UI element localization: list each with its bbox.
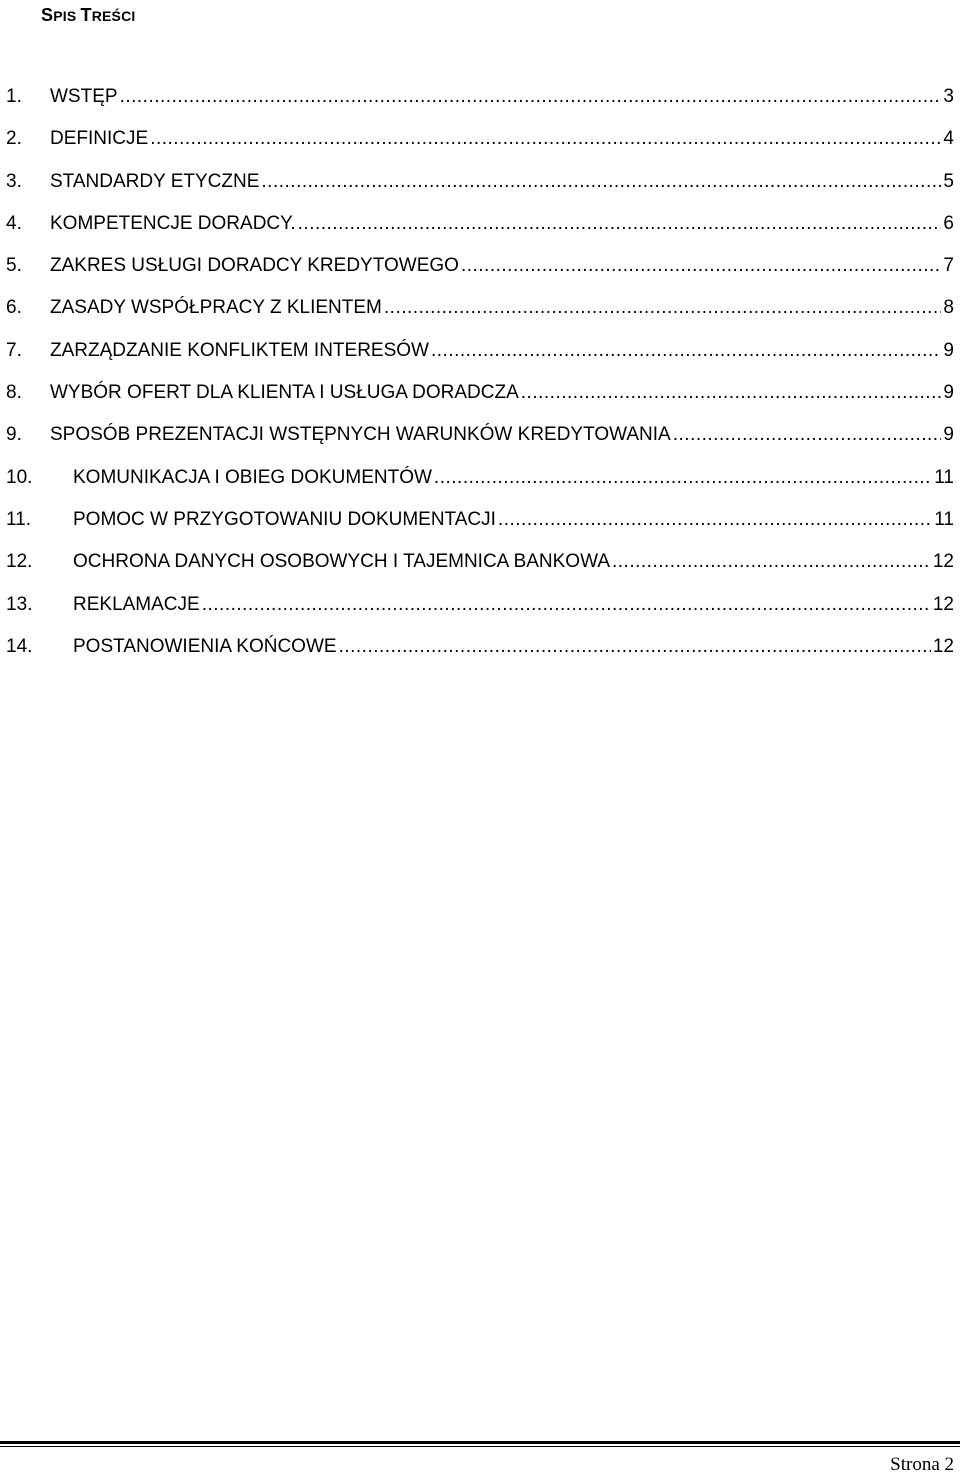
toc-entry-page: 9 (943, 424, 954, 446)
toc-entry-number: 3. (6, 170, 22, 192)
toc-heading-first-letter: S (41, 5, 54, 25)
toc-entry-page: 12 (932, 551, 954, 573)
toc-entry-number: 4. (6, 212, 22, 234)
toc-entry-number: 7. (6, 339, 22, 361)
toc-entry-5[interactable] (6, 245, 954, 287)
toc-entry-number: 5. (6, 255, 22, 277)
toc-entry-number: 11. (6, 508, 32, 530)
toc-entry-title: POSTANOWIENIA KOŃCOWE (73, 635, 337, 657)
toc-dot-leader (498, 499, 932, 541)
toc-dot-leader (120, 76, 942, 118)
toc-entry-number: 2. (6, 128, 22, 150)
toc-entry-8[interactable] (6, 372, 954, 414)
toc-entry-4[interactable] (6, 203, 954, 245)
toc-entry-12[interactable] (6, 541, 954, 583)
toc-entry-page: 3 (943, 86, 954, 107)
toc-dot-leader (202, 584, 931, 626)
toc-entry-page: 11 (934, 466, 954, 488)
toc-entry-13[interactable] (6, 584, 954, 626)
toc-entry-number: 12. (6, 551, 33, 573)
toc-entry-page: 9 (943, 382, 954, 404)
toc-entry-6[interactable] (6, 287, 954, 329)
toc-entry-11[interactable] (6, 499, 954, 541)
toc-dot-leader (150, 118, 941, 160)
toc-entry-page: 12 (932, 635, 954, 657)
toc-entry-page: 12 (932, 593, 954, 615)
toc-dot-leader (434, 457, 932, 499)
toc-dot-leader (521, 372, 942, 414)
toc-entry-title: POMOC W PRZYGOTOWANIU DOKUMENTACJI (73, 508, 496, 530)
toc-dot-leader (339, 626, 931, 668)
toc-entry-7[interactable] (6, 330, 954, 372)
toc-entry-number: 13. (6, 593, 33, 615)
toc-entry-title: SPOSÓB PREZENTACJI WSTĘPNYCH WARUNKÓW KREDYTOWANIA (50, 424, 671, 446)
toc-entry-title: KOMPETENCJE DORADCY. (50, 212, 296, 234)
toc-heading (41, 3, 135, 28)
toc-entry-number: 6. (6, 297, 22, 319)
toc-heading-word2-first-letter: T (80, 5, 92, 25)
toc-entry-14[interactable] (6, 626, 954, 668)
toc-dot-leader (384, 287, 942, 329)
toc-entry-page: 6 (943, 212, 954, 234)
footer-rule-thick (0, 1441, 960, 1444)
toc-entry-1[interactable] (6, 76, 954, 118)
toc-entry-title: STANDARDY ETYCZNE (50, 170, 260, 192)
toc-entry-page: 8 (943, 297, 954, 319)
toc-entry-10[interactable] (6, 457, 954, 499)
toc-entry-title: WYBÓR OFERT DLA KLIENTA I USŁUGA DORADCZA (50, 382, 519, 404)
footer-page-number: Strona 2 (890, 1454, 954, 1475)
table-of-contents (6, 76, 954, 668)
toc-entry-page: 4 (943, 128, 954, 150)
toc-dot-leader (612, 541, 931, 583)
toc-entry-title: REKLAMACJE (73, 593, 200, 615)
toc-dot-leader (461, 245, 941, 287)
toc-entry-title: WSTĘP (50, 86, 118, 107)
toc-dot-leader (298, 203, 942, 245)
toc-entry-page: 11 (934, 508, 954, 530)
toc-entry-title: KOMUNIKACJA I OBIEG DOKUMENTÓW (73, 466, 432, 488)
toc-entry-title: ZAKRES USŁUGI DORADCY KREDYTOWEGO (50, 255, 459, 277)
toc-dot-leader (673, 414, 942, 456)
toc-entry-title: OCHRONA DANYCH OSOBOWYCH I TAJEMNICA BANKOWA (73, 551, 610, 573)
toc-entry-title: ZASADY WSPÓŁPRACY Z KLIENTEM (50, 297, 382, 319)
toc-entry-title: ZARZĄDZANIE KONFLIKTEM INTERESÓW (50, 339, 429, 361)
toc-entry-page: 9 (943, 339, 954, 361)
toc-dot-leader (261, 161, 941, 203)
toc-entry-2[interactable] (6, 118, 954, 160)
toc-entry-number: 8. (6, 382, 22, 404)
toc-entry-number: 1. (6, 86, 22, 107)
toc-entry-number: 9. (6, 424, 22, 446)
toc-entry-9[interactable] (6, 414, 954, 456)
toc-entry-number: 10. (6, 466, 33, 488)
toc-entry-number: 14. (6, 635, 33, 657)
toc-entry-page: 5 (943, 170, 954, 192)
footer-rule-thin (0, 1446, 960, 1447)
toc-entry-page: 7 (943, 255, 954, 277)
toc-entry-3[interactable] (6, 161, 954, 203)
toc-heading-word1-rest: PIS (53, 8, 81, 24)
toc-heading-word2-rest: REŚCI (91, 8, 136, 24)
toc-dot-leader (431, 330, 941, 372)
toc-entry-title: DEFINICJE (50, 128, 149, 150)
